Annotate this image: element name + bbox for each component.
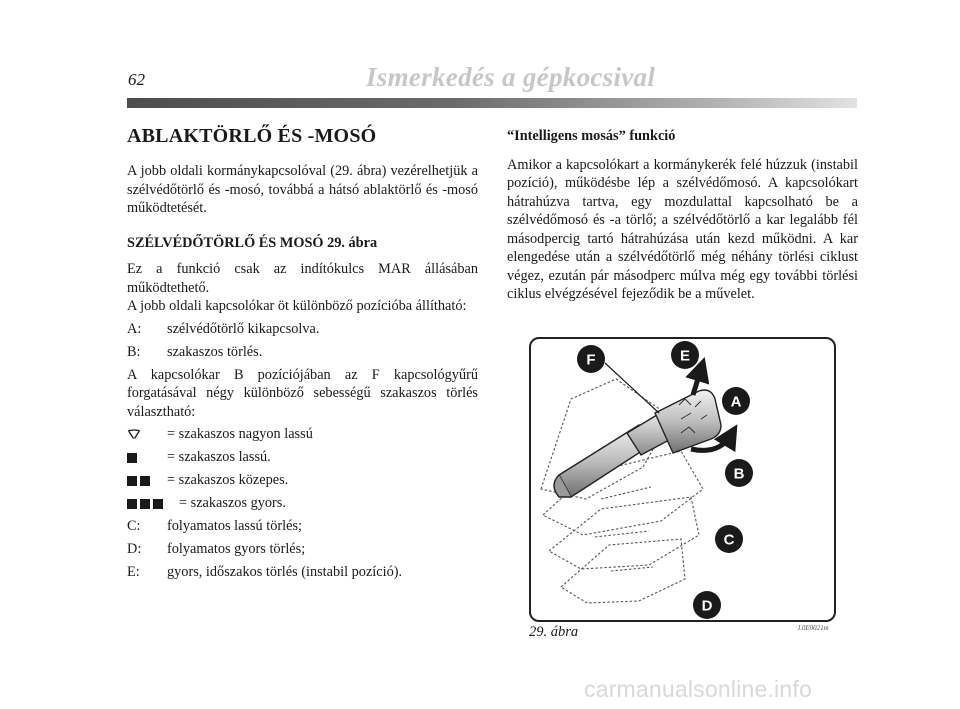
label-e: E (679, 347, 691, 365)
speed-value: = szakaszos közepes. (167, 472, 289, 489)
label-b: B (733, 465, 745, 483)
label-a: A (730, 393, 742, 411)
ring-leader-line (605, 363, 659, 413)
speed-very-slow (127, 425, 478, 444)
positions-paragraph: A jobb oldali kapcsolókar öt különböző pozícióba állítható: (127, 298, 467, 314)
position-key: B: (127, 343, 141, 360)
speed-slow (127, 448, 478, 467)
position-key: E: (127, 564, 140, 581)
running-title: Ismerkedés a gépkocsival (366, 62, 656, 92)
ring-paragraph: A kapcsolókar B pozíciójában az F kapcsológyűrű forgatásával négy különböző sebességű szakaszos törlés választható: (127, 366, 478, 420)
speed-medium (127, 471, 478, 490)
position-e (127, 563, 478, 582)
single-bar-icon (127, 453, 167, 463)
position-value: szakaszos törlés. (167, 343, 263, 360)
figure-caption: 29. ábra (529, 624, 579, 640)
position-key: D: (127, 541, 142, 558)
position-key: C: (127, 518, 141, 535)
mar-paragraph: Ez a funkció csak az indítókulcs MAR állásában működtethető. (127, 261, 478, 296)
speed-fast (127, 494, 478, 513)
label-d: D (701, 597, 713, 615)
section-heading: ABLAKTÖRLŐ ÉS -MOSÓ (127, 125, 377, 147)
intro-paragraph: A jobb oldali kormánykapcsolóval (29. ábra) vezérelhetjük a szélvédőtörlő és -mosó, továbbá a hátsó ablaktörlő és -mosó működtetését. (127, 163, 478, 216)
label-badges (577, 341, 753, 619)
position-value: folyamatos gyors törlés; (167, 541, 306, 558)
speed-value: = szakaszos nagyon lassú (167, 426, 313, 443)
position-value: folyamatos lassú törlés; (167, 518, 303, 535)
wiper-interval-icon (127, 429, 167, 441)
figure-29 (529, 337, 836, 622)
watermark: carmanualsonline.info (584, 676, 812, 702)
page-number: 62 (128, 70, 145, 89)
right-column (507, 127, 858, 304)
figure-code: L0E0021m (798, 624, 829, 632)
position-value: gyors, időszakos törlés (instabil pozíció). (167, 564, 403, 581)
position-value: szélvédőtörlő kikapcsolva. (167, 320, 320, 337)
speed-value: = szakaszos lassú. (167, 449, 271, 466)
position-key: A: (127, 320, 142, 337)
label-f: F (586, 351, 596, 369)
position-b (127, 343, 478, 362)
double-bar-icon (127, 476, 167, 486)
label-c: C (723, 531, 735, 549)
left-column (127, 124, 478, 582)
subsection-heading: SZÉLVÉDŐTÖRLŐ ÉS MOSÓ 29. ábra (127, 234, 378, 251)
intelligent-wash-body: Amikor a kapcsolókart a kormánykerék felé húzzuk (instabil pozíció), működésbe lép a szélvédőmosó. A kapcsolókart hátrahúzva tartva, egy mozdulattal kapcsolható be a szélvédőmosó és -a törlő; a szélvédőtörlő a kar legalább fél másodpercig tartó hátrahúzása után kezd működni. A kar elengedése után a szélvédőtörlő még néhány törlési ciklust végez, ezután pár másodperc múlva még egy további törlési ciklus elvégzésével fejeződik be a művelet. (507, 156, 858, 302)
triple-bar-icon (127, 499, 179, 509)
position-c (127, 517, 478, 536)
stalk (554, 390, 721, 497)
header-rule (127, 98, 857, 108)
intelligent-wash-title: “Intelligens mosás” funkció (507, 128, 676, 144)
speed-value: = szakaszos gyors. (179, 495, 286, 512)
stalk-illustration (531, 339, 834, 620)
position-d (127, 540, 478, 559)
position-a (127, 320, 478, 339)
